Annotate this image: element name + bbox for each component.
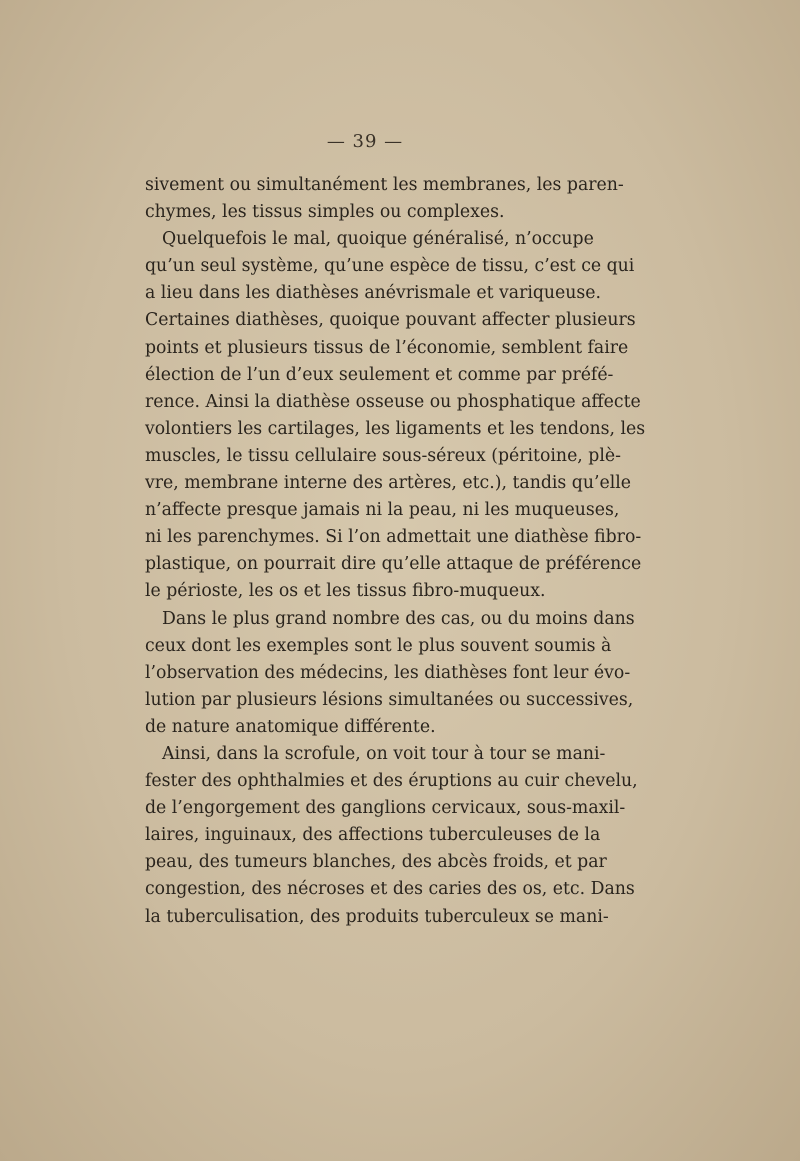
text-line: peau, des tumeurs blanches, des abcès froids, et par — [145, 852, 607, 873]
text-line: rence. Ainsi la diathèse osseuse ou phosphatique affecte — [145, 391, 641, 412]
text-line: de nature anatomique différente. — [145, 716, 436, 737]
text-line: Certaines diathèses, quoique pouvant affecter plusieurs — [145, 310, 636, 331]
text-line: la tuberculisation, des produits tuberculeux se mani- — [145, 906, 609, 927]
text-line: n’affecte presque jamais ni la peau, ni les muqueuses, — [145, 500, 620, 521]
text-line: congestion, des nécroses et des caries des os, etc. Dans — [145, 879, 635, 900]
text-line: lution par plusieurs lésions simultanées ou successives, — [145, 689, 634, 710]
text-line: volontiers les cartilages, les ligaments et les tendons, les — [145, 418, 646, 439]
text-line: de l’engorgement des ganglions cervicaux, sous-maxil- — [145, 798, 626, 819]
text-line: points et plusieurs tissus de l’économie, semblent faire — [145, 337, 629, 358]
text-line: ceux dont les exemples sont le plus souvent soumis à — [145, 635, 612, 656]
text-line: plastique, on pourrait dire qu’elle attaque de préférence — [145, 554, 642, 575]
text-line: a lieu dans les diathèses anévrismale et variqueuse. — [145, 283, 601, 304]
text-line: sivement ou simultanément les membranes, les paren- — [145, 175, 624, 195]
page-number: — 39 — — [326, 131, 404, 152]
text-line: vre, membrane interne des artères, etc.), tandis qu’elle — [145, 473, 631, 494]
text-line: laires, inguinaux, des affections tuberculeuses de la — [145, 825, 601, 846]
text-line: Ainsi, dans la scrofule, on voit tour à tour se mani- — [162, 743, 606, 764]
text-line: l’observation des médecins, les diathèses font leur évo- — [145, 662, 631, 683]
body-text — [145, 172, 646, 931]
text-line: Dans le plus grand nombre des cas, ou du moins dans — [162, 608, 635, 629]
text-line: muscles, le tissu cellulaire sous-séreux (péritoine, plè- — [145, 445, 621, 466]
text-line: le périoste, les os et les tissus fibro-muqueux. — [145, 581, 546, 602]
text-line: chymes, les tissus simples ou complexes. — [145, 202, 505, 223]
text-line: élection de l’un d’eux seulement et comme par préfé- — [145, 364, 614, 385]
text-line: qu’un seul système, qu’une espèce de tissu, c’est ce qui — [145, 256, 635, 277]
text-line: fester des ophthalmies et des éruptions au cuir chevelu, — [145, 771, 638, 792]
text-line: ni les parenchymes. Si l’on admettait une diathèse fibro- — [145, 527, 642, 548]
text-line: Quelquefois le mal, quoique généralisé, n’occupe — [162, 229, 594, 250]
